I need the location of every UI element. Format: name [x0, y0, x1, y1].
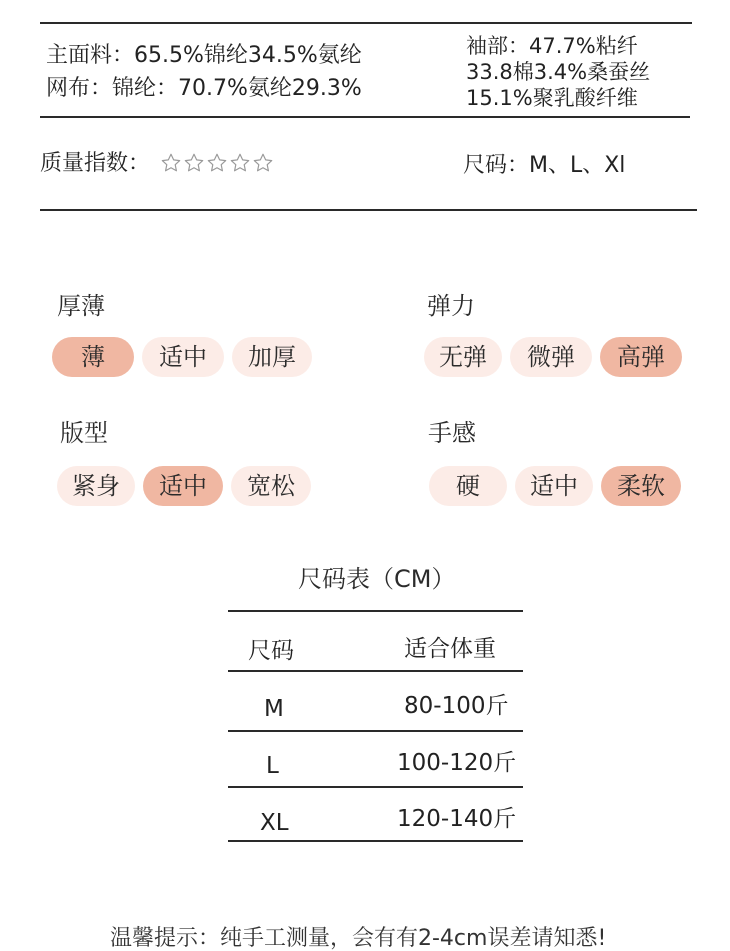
fit-option-loose[interactable]: 宽松 — [231, 466, 311, 506]
size-table-top-line — [228, 610, 523, 612]
star-icon — [160, 152, 182, 174]
size-table-bottom-line — [228, 840, 523, 842]
size-table-row-line-2 — [228, 786, 523, 788]
size-table-row-xl-size: XL — [260, 810, 289, 836]
quality-label: 质量指数： — [40, 151, 151, 176]
star-icon — [229, 152, 251, 174]
sleeve-line-1: 袖部：47.7%粘纤 — [466, 34, 638, 58]
feel-option-medium[interactable]: 适中 — [515, 466, 593, 506]
star-icon — [183, 152, 205, 174]
feel-title: 手感 — [428, 419, 476, 447]
star-icon — [252, 152, 274, 174]
thickness-option-thin[interactable]: 薄 — [52, 337, 134, 377]
size-table-row-l-size: L — [266, 753, 279, 779]
fit-option-tight[interactable]: 紧身 — [57, 466, 135, 506]
top-divider — [40, 22, 692, 24]
elasticity-option-none[interactable]: 无弹 — [424, 337, 502, 377]
size-table-row-xl-weight: 120-140斤 — [397, 806, 517, 832]
elasticity-option-high[interactable]: 高弹 — [600, 337, 682, 377]
size-table-row-line-1 — [228, 730, 523, 732]
thickness-title: 厚薄 — [57, 292, 105, 320]
main-fabric-text: 主面料：65.5%锦纶34.5%氨纶 — [46, 43, 362, 68]
mesh-fabric-text: 网布：锦纶：70.7%氨纶29.3% — [46, 76, 362, 101]
size-table-row-m-weight: 80-100斤 — [404, 693, 509, 719]
sleeve-line-2: 33.8棉3.4%桑蚕丝 — [466, 60, 651, 84]
elasticity-title: 弹力 — [427, 292, 475, 320]
footer-note: 温馨提示：纯手工测量，会有有2-4cm误差请知悉! — [110, 926, 607, 951]
feel-option-hard[interactable]: 硬 — [429, 466, 507, 506]
size-table-header-size: 尺码 — [248, 638, 294, 664]
quality-divider — [40, 209, 697, 211]
star-icon — [206, 152, 228, 174]
fit-option-medium[interactable]: 适中 — [143, 466, 223, 506]
quality-stars — [160, 152, 274, 174]
size-table-header-line — [228, 670, 523, 672]
fit-title: 版型 — [60, 419, 108, 447]
material-divider — [40, 116, 690, 118]
thickness-option-thick[interactable]: 加厚 — [232, 337, 312, 377]
feel-option-soft[interactable]: 柔软 — [601, 466, 681, 506]
size-options-text: 尺码：M、L、Xl — [463, 153, 626, 178]
size-table-header-weight: 适合体重 — [404, 636, 496, 662]
size-table-row-m-size: M — [264, 696, 284, 722]
fit-options — [57, 466, 311, 506]
thickness-option-medium[interactable]: 适中 — [142, 337, 224, 377]
thickness-options — [52, 337, 312, 377]
elasticity-option-slight[interactable]: 微弹 — [510, 337, 592, 377]
elasticity-options — [424, 337, 682, 377]
sleeve-line-3: 15.1%聚乳酸纤维 — [466, 86, 638, 110]
size-table-row-l-weight: 100-120斤 — [397, 750, 517, 776]
feel-options — [429, 466, 681, 506]
size-table-title: 尺码表（CM） — [298, 565, 456, 593]
